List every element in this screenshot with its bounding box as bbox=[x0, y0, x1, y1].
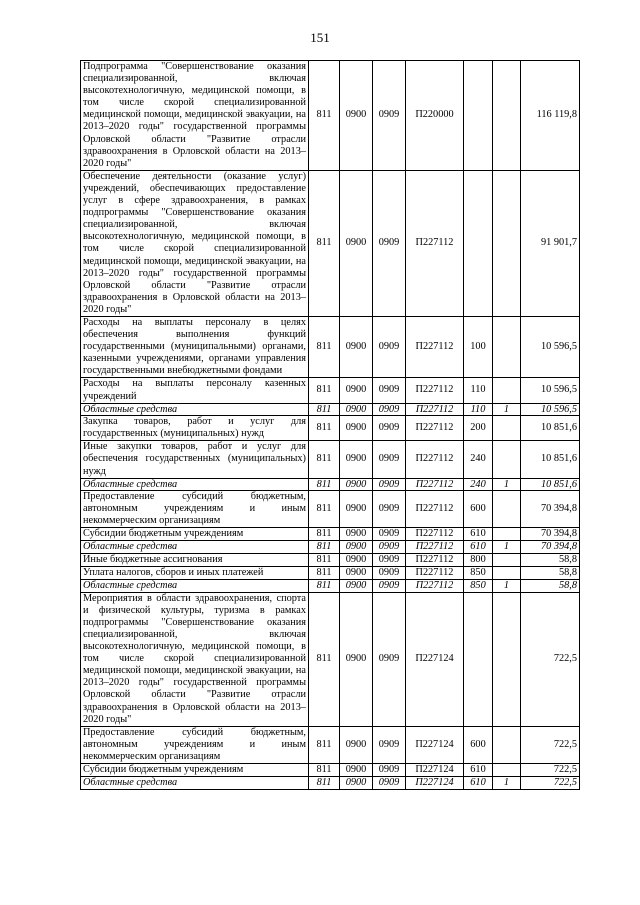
expense-description: Предоставление субсидий бюджетным, автономным учреждениям и иным некоммерческим организациям bbox=[81, 726, 309, 763]
expense-description: Субсидии бюджетным учреждениям bbox=[81, 763, 309, 776]
table-row bbox=[81, 416, 580, 441]
expense-description: Расходы на выплаты персоналу казенных учреждений bbox=[81, 378, 309, 403]
expense-description: Предоставление субсидий бюджетным, автономным учреждениям и иным некоммерческим организациям bbox=[81, 491, 309, 528]
subsection-code: 0909 bbox=[373, 61, 406, 171]
table-row bbox=[81, 528, 580, 541]
expense-description: Иные закупки товаров, работ и услуг для обеспечения государственных (муниципальных) нужд bbox=[81, 441, 309, 478]
expense-description: Иные бюджетные ассигнования bbox=[81, 553, 309, 566]
section-code: 0900 bbox=[340, 528, 373, 541]
expense-type-code: 600 bbox=[464, 491, 493, 528]
department-code: 811 bbox=[309, 403, 340, 416]
subsection-code: 0909 bbox=[373, 378, 406, 403]
funding-source-code bbox=[493, 763, 521, 776]
subsection-code: 0909 bbox=[373, 528, 406, 541]
amount-value: 10 851,6 bbox=[521, 441, 580, 478]
budget-table bbox=[80, 60, 580, 790]
amount-value: 58,8 bbox=[521, 553, 580, 566]
department-code: 811 bbox=[309, 416, 340, 441]
subsection-code: 0909 bbox=[373, 592, 406, 726]
target-item-code: П227112 bbox=[406, 567, 464, 580]
department-code: 811 bbox=[309, 491, 340, 528]
department-code: 811 bbox=[309, 378, 340, 403]
funding-source-code bbox=[493, 567, 521, 580]
subsection-code: 0909 bbox=[373, 170, 406, 316]
expense-type-code: 610 bbox=[464, 763, 493, 776]
funding-source-code bbox=[493, 316, 521, 377]
section-code: 0900 bbox=[340, 478, 373, 491]
table-row bbox=[81, 592, 580, 726]
expense-type-code: 100 bbox=[464, 316, 493, 377]
target-item-code: П220000 bbox=[406, 61, 464, 171]
expense-type-code bbox=[464, 61, 493, 171]
section-code: 0900 bbox=[340, 541, 373, 554]
department-code: 811 bbox=[309, 170, 340, 316]
expense-type-code: 600 bbox=[464, 726, 493, 763]
amount-value: 10 596,5 bbox=[521, 316, 580, 377]
section-code: 0900 bbox=[340, 416, 373, 441]
funding-source-code bbox=[493, 726, 521, 763]
section-code: 0900 bbox=[340, 441, 373, 478]
section-code: 0900 bbox=[340, 777, 373, 790]
table-row bbox=[81, 170, 580, 316]
target-item-code: П227112 bbox=[406, 403, 464, 416]
expense-type-code: 610 bbox=[464, 541, 493, 554]
amount-value: 722,5 bbox=[521, 592, 580, 726]
department-code: 811 bbox=[309, 726, 340, 763]
funding-source-code bbox=[493, 553, 521, 566]
expense-type-code: 850 bbox=[464, 567, 493, 580]
target-item-code: П227112 bbox=[406, 170, 464, 316]
section-code: 0900 bbox=[340, 567, 373, 580]
target-item-code: П227112 bbox=[406, 478, 464, 491]
expense-description: Закупка товаров, работ и услуг для государственных (муниципальных) нужд bbox=[81, 416, 309, 441]
section-code: 0900 bbox=[340, 61, 373, 171]
department-code: 811 bbox=[309, 478, 340, 491]
amount-value: 91 901,7 bbox=[521, 170, 580, 316]
expense-description: Областные средства bbox=[81, 580, 309, 593]
subsection-code: 0909 bbox=[373, 491, 406, 528]
amount-value: 70 394,8 bbox=[521, 541, 580, 554]
expense-type-code: 200 bbox=[464, 416, 493, 441]
section-code: 0900 bbox=[340, 553, 373, 566]
target-item-code: П227124 bbox=[406, 777, 464, 790]
expense-type-code: 110 bbox=[464, 378, 493, 403]
section-code: 0900 bbox=[340, 763, 373, 776]
department-code: 811 bbox=[309, 763, 340, 776]
expense-type-code: 110 bbox=[464, 403, 493, 416]
table-row bbox=[81, 491, 580, 528]
expense-description: Расходы на выплаты персоналу в целях обеспечения выполнения функций государственными (муниципальными) органами, казенными учреждениями, органами управления государственными внебюджетными фондами bbox=[81, 316, 309, 377]
table-row bbox=[81, 763, 580, 776]
department-code: 811 bbox=[309, 580, 340, 593]
table-row bbox=[81, 403, 580, 416]
expense-description: Мероприятия в области здравоохранения, спорта и физической культуры, туризма в рамках подпрограммы "Совершенствование оказания специализированной, включая высокотехнологичную, медицинской помощи, в том числе скорой специализированной медицинской помощи, медицинской эвакуации, на 2013–2020 годы" государственной программы Орловской области "Развитие отрасли здравоохранения в Орловской области на 2013–2020 годы" bbox=[81, 592, 309, 726]
section-code: 0900 bbox=[340, 316, 373, 377]
expense-description: Областные средства bbox=[81, 478, 309, 491]
table-row bbox=[81, 553, 580, 566]
expense-description: Субсидии бюджетным учреждениям bbox=[81, 528, 309, 541]
target-item-code: П227112 bbox=[406, 491, 464, 528]
department-code: 811 bbox=[309, 528, 340, 541]
table-row bbox=[81, 726, 580, 763]
amount-value: 10 596,5 bbox=[521, 403, 580, 416]
subsection-code: 0909 bbox=[373, 726, 406, 763]
funding-source-code bbox=[493, 61, 521, 171]
department-code: 811 bbox=[309, 567, 340, 580]
funding-source-code bbox=[493, 528, 521, 541]
funding-source-code bbox=[493, 491, 521, 528]
amount-value: 10 851,6 bbox=[521, 416, 580, 441]
funding-source-code bbox=[493, 441, 521, 478]
expense-description: Областные средства bbox=[81, 541, 309, 554]
table-row bbox=[81, 441, 580, 478]
target-item-code: П227112 bbox=[406, 316, 464, 377]
table-row bbox=[81, 478, 580, 491]
target-item-code: П227112 bbox=[406, 541, 464, 554]
amount-value: 58,8 bbox=[521, 567, 580, 580]
amount-value: 58,8 bbox=[521, 580, 580, 593]
expense-type-code: 610 bbox=[464, 777, 493, 790]
table-row bbox=[81, 316, 580, 377]
expense-type-code: 850 bbox=[464, 580, 493, 593]
department-code: 811 bbox=[309, 592, 340, 726]
funding-source-code bbox=[493, 416, 521, 441]
funding-source-code bbox=[493, 378, 521, 403]
subsection-code: 0909 bbox=[373, 541, 406, 554]
section-code: 0900 bbox=[340, 403, 373, 416]
subsection-code: 0909 bbox=[373, 403, 406, 416]
target-item-code: П227124 bbox=[406, 726, 464, 763]
target-item-code: П227112 bbox=[406, 416, 464, 441]
expense-type-code: 800 bbox=[464, 553, 493, 566]
subsection-code: 0909 bbox=[373, 416, 406, 441]
amount-value: 722,5 bbox=[521, 726, 580, 763]
expense-description: Уплата налогов, сборов и иных платежей bbox=[81, 567, 309, 580]
subsection-code: 0909 bbox=[373, 580, 406, 593]
target-item-code: П227124 bbox=[406, 763, 464, 776]
table-row bbox=[81, 61, 580, 171]
funding-source-code: 1 bbox=[493, 777, 521, 790]
section-code: 0900 bbox=[340, 580, 373, 593]
expense-type-code: 610 bbox=[464, 528, 493, 541]
department-code: 811 bbox=[309, 777, 340, 790]
subsection-code: 0909 bbox=[373, 441, 406, 478]
expense-type-code bbox=[464, 592, 493, 726]
expense-type-code: 240 bbox=[464, 441, 493, 478]
expense-type-code: 240 bbox=[464, 478, 493, 491]
section-code: 0900 bbox=[340, 170, 373, 316]
department-code: 811 bbox=[309, 541, 340, 554]
subsection-code: 0909 bbox=[373, 777, 406, 790]
expense-description: Областные средства bbox=[81, 403, 309, 416]
table-row bbox=[81, 567, 580, 580]
section-code: 0900 bbox=[340, 726, 373, 763]
funding-source-code bbox=[493, 592, 521, 726]
subsection-code: 0909 bbox=[373, 478, 406, 491]
table-row bbox=[81, 378, 580, 403]
target-item-code: П227112 bbox=[406, 378, 464, 403]
department-code: 811 bbox=[309, 553, 340, 566]
funding-source-code: 1 bbox=[493, 541, 521, 554]
subsection-code: 0909 bbox=[373, 316, 406, 377]
subsection-code: 0909 bbox=[373, 567, 406, 580]
department-code: 811 bbox=[309, 61, 340, 171]
department-code: 811 bbox=[309, 441, 340, 478]
amount-value: 10 596,5 bbox=[521, 378, 580, 403]
amount-value: 116 119,8 bbox=[521, 61, 580, 171]
table-body bbox=[81, 61, 580, 790]
table-row bbox=[81, 580, 580, 593]
amount-value: 722,5 bbox=[521, 777, 580, 790]
amount-value: 70 394,8 bbox=[521, 528, 580, 541]
table-row bbox=[81, 541, 580, 554]
subsection-code: 0909 bbox=[373, 763, 406, 776]
section-code: 0900 bbox=[340, 491, 373, 528]
expense-description: Обеспечение деятельности (оказание услуг) учреждений, обеспечивающих предоставление услуг в сфере здравоохранения, в рамках подпрограммы "Совершенствование оказания специализированной, включая высокотехнологичную, медицинской помощи, в том числе скорой специализированной медицинской помощи, медицинской эвакуации, на 2013–2020 годы" государственной программы Орловской области "Развитие отрасли здравоохранения в Орловской области на 2013–2020 годы" bbox=[81, 170, 309, 316]
target-item-code: П227112 bbox=[406, 441, 464, 478]
expense-description: Подпрограмма "Совершенствование оказания специализированной, включая высокотехнологичную, медицинской помощи, в том числе скорой специализированной медицинской помощи, медицинской эвакуации, на 2013–2020 годы" государственной программы Орловской области "Развитие отрасли здравоохранения в Орловской области на 2013–2020 годы" bbox=[81, 61, 309, 171]
funding-source-code: 1 bbox=[493, 403, 521, 416]
department-code: 811 bbox=[309, 316, 340, 377]
target-item-code: П227124 bbox=[406, 592, 464, 726]
page-number: 151 bbox=[310, 30, 330, 45]
funding-source-code bbox=[493, 170, 521, 316]
target-item-code: П227112 bbox=[406, 580, 464, 593]
expense-type-code bbox=[464, 170, 493, 316]
funding-source-code: 1 bbox=[493, 478, 521, 491]
subsection-code: 0909 bbox=[373, 553, 406, 566]
amount-value: 722,5 bbox=[521, 763, 580, 776]
amount-value: 10 851,6 bbox=[521, 478, 580, 491]
funding-source-code: 1 bbox=[493, 580, 521, 593]
target-item-code: П227112 bbox=[406, 553, 464, 566]
section-code: 0900 bbox=[340, 592, 373, 726]
target-item-code: П227112 bbox=[406, 528, 464, 541]
section-code: 0900 bbox=[340, 378, 373, 403]
amount-value: 70 394,8 bbox=[521, 491, 580, 528]
table-row bbox=[81, 777, 580, 790]
expense-description: Областные средства bbox=[81, 777, 309, 790]
